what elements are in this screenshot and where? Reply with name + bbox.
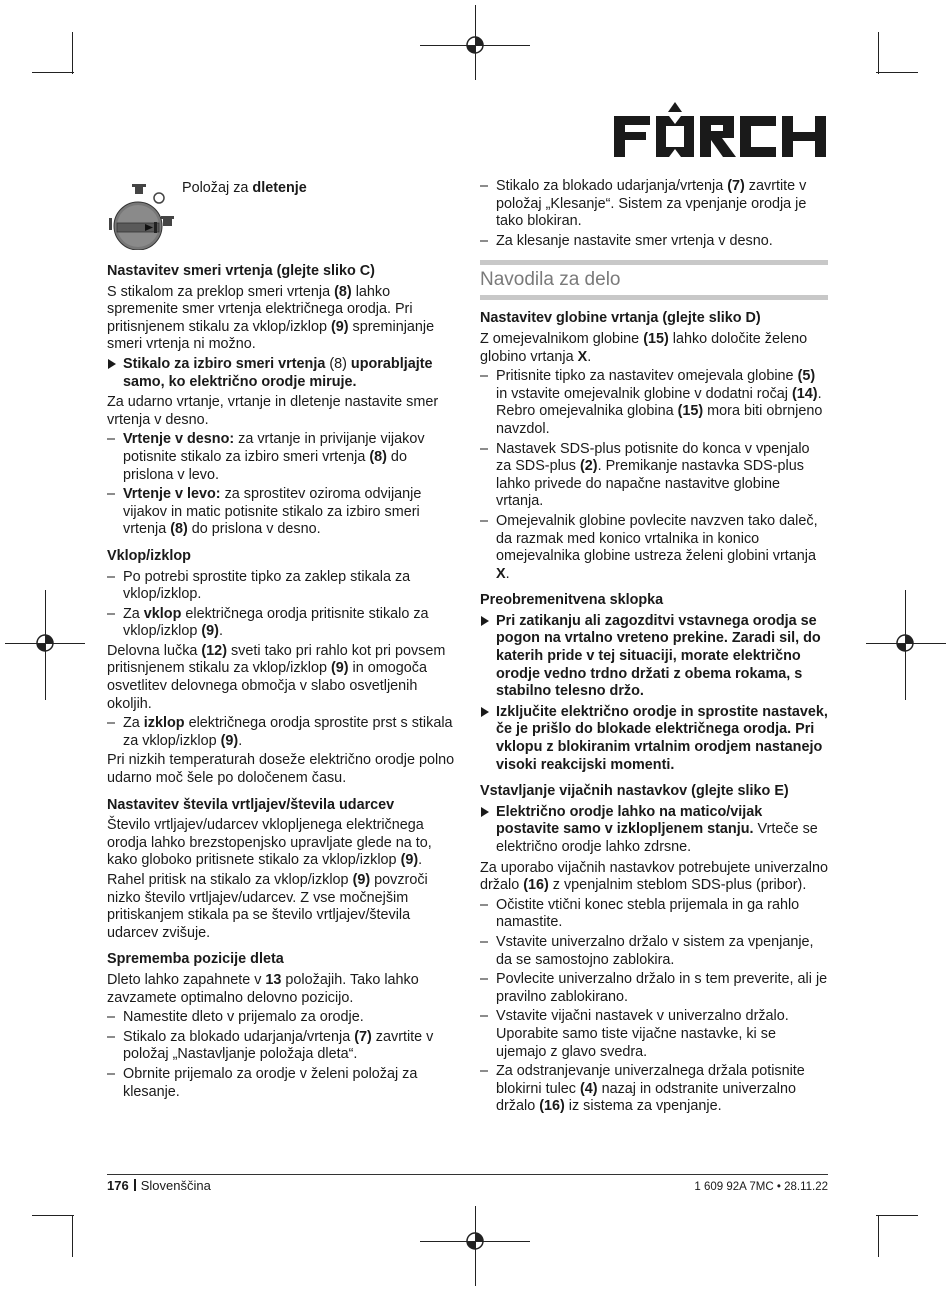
- list-item-release-lock: – Po potrebi sprostite tipko za zaklep stikala za vklop/izklop.: [107, 569, 455, 604]
- list-item-insert-bit: – Vstavite vijačni nastavek v univerzalno držalo. Uporabite samo tiste vijačne nastavke, ki se ujemajo z glavo svedra.: [480, 1008, 828, 1061]
- paragraph-speed-control: Število vrtljajev/udarcev vklopljenega električnega orodja lahko brezstopenjsko upravljate glede na to, kako globoko pritisnete stikalo za vklop/izklop (9).: [107, 817, 432, 869]
- registration-mark-icon: [464, 1230, 486, 1252]
- paragraph-low-temperature: Pri nizkih temperaturah doseže električno orodje polno udarno moč šele po določenem času.: [107, 752, 455, 787]
- section-rule: [480, 295, 828, 300]
- dial-caption-mode: dletenje: [252, 180, 307, 196]
- arrow-bullet-icon: [108, 359, 116, 369]
- list-item-switch-on: – Za vklop električnega orodja pritisnite stikalo za vklop/izklop (9).: [107, 606, 455, 641]
- heading-overload-clutch: Preobremenitvena sklopka: [480, 592, 664, 609]
- list-item-check-locking: – Povlecite univerzalno držalo in s tem preverite, ali je pravilno zablokirano.: [480, 971, 828, 1006]
- registration-mark-icon: [894, 632, 916, 654]
- heading-speed-setting: Nastavitev števila vrtljajev/števila udarcev: [107, 796, 395, 813]
- right-column: [480, 178, 828, 1118]
- heading-screwdriver-bits: Vstavljanje vijačnih nastavkov (glejte sliko E): [480, 783, 789, 800]
- warning-rotation-switch: Stikalo za izbiro smeri vrtenja (8) uporabljajte samo, ko električno orodje miruje.: [107, 356, 455, 391]
- list-item-rotate-holder: – Obrnite prijemalo za orodje v želeni položaj za klesanje.: [107, 1066, 455, 1101]
- arrow-bullet-icon: [481, 807, 489, 817]
- crop-mark: [32, 1215, 74, 1216]
- arrow-bullet-icon: [481, 707, 489, 717]
- list-item-insert-holder: – Vstavite univerzalno držalo v sistem za vpenjanje, da se samostojno zablokira.: [480, 934, 828, 969]
- list-item-turn-switch: – Stikalo za blokado udarjanja/vrtenja (7) zavrtite v položaj „Nastavljanje položaja dleta“.: [107, 1029, 455, 1064]
- chisel-position-figure: [107, 178, 455, 254]
- heading-chisel-position: Sprememba pozicije dleta: [107, 951, 284, 968]
- list-item-pull-depth-stop: – Omejevalnik globine povlecite navzven tako daleč, da razmak med konico vrtalnika in konico omejevalnika globine ustreza želeni globini vrtanja X.: [480, 513, 828, 583]
- paragraph-depth-stop: Z omejevalnikom globine (15) lahko določite želeno globino vrtanja X.: [480, 330, 808, 365]
- section-band: [480, 260, 828, 300]
- section-title: Navodila za delo: [480, 269, 621, 291]
- warning-switched-off: Električno orodje lahko na matico/vijak postavite samo v izklopljenem stanju. Vrteče se električno orodje lahko zdrsne.: [480, 804, 828, 857]
- crop-mark: [878, 1215, 879, 1257]
- footer-separator: [134, 1179, 136, 1191]
- paragraph-rotation-intro: S stikalom za preklop smeri vrtenja (8) lahko spremenite smer vrtenja električnega orodja. Pri pritisnjenem stikalu za vklop/izklop (9) spreminjanje smeri vrtenja ni možno.: [107, 283, 435, 353]
- list-item-sds-insert: – Nastavek SDS-plus potisnite do konca v vpenjalo za SDS-plus (2). Premikanje nastavka SDS-plus lahko privede do napačne nastavitve globine vrtanja.: [480, 441, 828, 511]
- arrow-bullet-icon: [481, 616, 489, 626]
- crop-mark: [32, 72, 74, 73]
- footer-language: Slovenščina: [140, 1178, 211, 1193]
- paragraph-speed-pressure: Rahel pritisk na stikalo za vklop/izklop (9) povzroči nizko število vrtljajev/udarcev. Z vse močnejšim pritiskanjem stikala pa se število vrtljajev/števila udarcev zvišuje.: [107, 872, 428, 941]
- registration-mark-icon: [34, 632, 56, 654]
- heading-on-off: Vklop/izklop: [107, 547, 191, 564]
- crop-mark: [878, 32, 879, 74]
- list-item-remove-holder: – Za odstranjevanje univerzalnega držala potisnite blokirni tulec (4) nazaj in odstranite univerzalno držalo (16) iz sistema za vpenjanje.: [480, 1063, 828, 1116]
- page-footer-left: [107, 1178, 211, 1194]
- page-number: 176: [107, 1178, 129, 1193]
- mode-selector-dial-icon: [107, 178, 182, 250]
- brand-logo: [612, 102, 828, 160]
- paragraph-universal-holder: Za uporabo vijačnih nastavkov potrebujete univerzalno držalo (16) z vpenjalnim steblom SDS-plus (pribor).: [480, 859, 828, 894]
- document-code: 1 609 92A 7MC • 28.11.22: [694, 1181, 828, 1193]
- left-column: [107, 178, 455, 1103]
- warning-blockage: Izključite električno orodje in sprostite nastavek, če je prišlo do blokade električnega orodja. Pri vklopu z blokiranim vrtalnim orodjem nastanejo visoki reakcijski momenti.: [480, 704, 828, 774]
- list-item-right-rotation: – Vrtenje v desno: za vrtanje in privijanje vijakov potisnite stikalo za izbiro smeri vrtenja (8) do prislona v levo.: [107, 431, 455, 484]
- crop-mark: [72, 32, 73, 74]
- dial-caption-prefix: Položaj za: [182, 180, 253, 196]
- paragraph-work-light: Delovna lučka (12) sveti tako pri rahlo kot pri povsem pritisnjenem stikalu za vklop/izklop (9) in omogoča osvetlitev delovnega območja v slabo osvetljenih okoljih.: [107, 642, 446, 712]
- paragraph-chisel-positions: Dleto lahko zapahnete v 13 položajih. Tako lahko zavzamete optimalno delovno pozicijo.: [107, 971, 419, 1006]
- list-item-press-depth-button: – Pritisnite tipko za nastavitev omejevala globine (5) in vstavite omejevalnik globine v dodatni ročaj (14). Rebro omejevalnika globina (15) mora biti obrnjeno navzdol.: [480, 368, 828, 438]
- list-item-clean-shank: – Očistite vtični konec stebla prijemala in ga rahlo namastite.: [480, 897, 828, 932]
- footer-rule: [107, 1174, 828, 1175]
- heading-rotation-direction: Nastavitev smeri vrtenja (glejte sliko C): [107, 263, 375, 279]
- crop-mark: [72, 1215, 73, 1257]
- list-item-chiseling-position: – Stikalo za blokado udarjanja/vrtenja (7) zavrtite v položaj „Klesanje“. Sistem za vpenjanje orodja je tako blokiran.: [480, 178, 828, 231]
- crop-mark: [876, 1215, 918, 1216]
- list-item-switch-off: – Za izklop električnega orodja sprostite prst s stikala za vklop/izklop (9).: [107, 715, 455, 750]
- heading-drilling-depth: Nastavitev globine vrtanja (glejte sliko D): [480, 310, 761, 327]
- warning-jamming: Pri zatikanju ali zagozditvi vstavnega orodja se pogon na vrtalno vreteno prekine. Zaradi sil, do katerih pride v tej situaciji, morate električno orodje vedno trdno držati z obema rokama, s stabilno telesno držo.: [480, 613, 828, 701]
- list-item-left-rotation: – Vrtenje v levo: za sprostitev oziroma odvijanje vijakov in matic potisnite stikalo za izbiro smeri vrtenja (8) do prislona v desno.: [107, 486, 455, 539]
- paragraph-rotation-right: Za udarno vrtanje, vrtanje in dletenje nastavite smer vrtenja v desno.: [107, 394, 439, 428]
- registration-mark-icon: [464, 34, 486, 56]
- list-item-chiseling-direction: – Za klesanje nastavite smer vrtenja v desno.: [480, 233, 828, 251]
- list-item-insert-chisel: – Namestite dleto v prijemalo za orodje.: [107, 1009, 455, 1027]
- crop-mark: [876, 72, 918, 73]
